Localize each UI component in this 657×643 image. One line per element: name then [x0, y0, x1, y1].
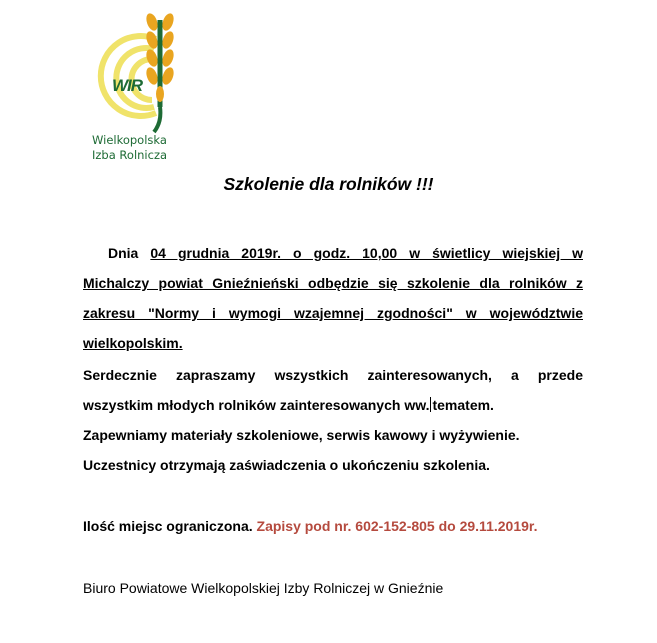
- invitation-text-after-cursor: tematem.: [432, 397, 494, 413]
- document-title: Szkolenie dla rolników !!!: [223, 174, 434, 194]
- footer-office: Biuro Powiatowe Wielkopolskiej Izby Rolniczej w Gnieźnie: [83, 580, 444, 596]
- wir-monogram: WIR: [112, 76, 143, 95]
- invitation-line-1: Serdecznie zapraszamy wszystkich zainteresowanych, a przede: [83, 367, 583, 383]
- registration-info: Zapisy pod nr. 602-152-805 do 29.11.2019r.: [256, 518, 538, 534]
- announcement-paragraph: [83, 238, 583, 358]
- organization-name-line1: Wielkopolska: [92, 133, 167, 147]
- invitation-text-before-cursor: wszystkim młodych rolników zainteresowanych ww.: [83, 397, 430, 413]
- announcement-line-4: wielkopolskim.: [83, 335, 183, 351]
- organization-name-line2: Izba Rolnicza: [92, 148, 168, 162]
- organization-name: [92, 133, 167, 163]
- invitation-line-2: [83, 390, 583, 420]
- provisions-text: Zapewniamy materiały szkoleniowe, serwis kawowy i wyżywienie.: [83, 427, 520, 443]
- announcement-line-3: zakresu "Normy i wymogi wzajemnej zgodności" w województwie: [83, 305, 583, 321]
- wheat-logo-icon: [78, 12, 188, 137]
- registration-paragraph: [83, 511, 583, 541]
- invitation-paragraph: [83, 360, 583, 480]
- announcement-line-2: Michalczy powiat Gnieźnieński odbędzie się szkolenie dla rolników z: [83, 275, 583, 291]
- announcement-date-time: 04 grudnia 2019r. o godz. 10,00 w świetlicy wiejskiej w: [150, 245, 583, 261]
- announcement-date-prefix: Dnia: [108, 245, 151, 261]
- announcement-line-1: [83, 238, 583, 268]
- certificates-text: Uczestnicy otrzymają zaświadczenia o ukończeniu szkolenia.: [83, 457, 490, 473]
- limited-seats-text: Ilość miejsc ograniczona.: [83, 518, 253, 534]
- wir-logo: [78, 12, 188, 162]
